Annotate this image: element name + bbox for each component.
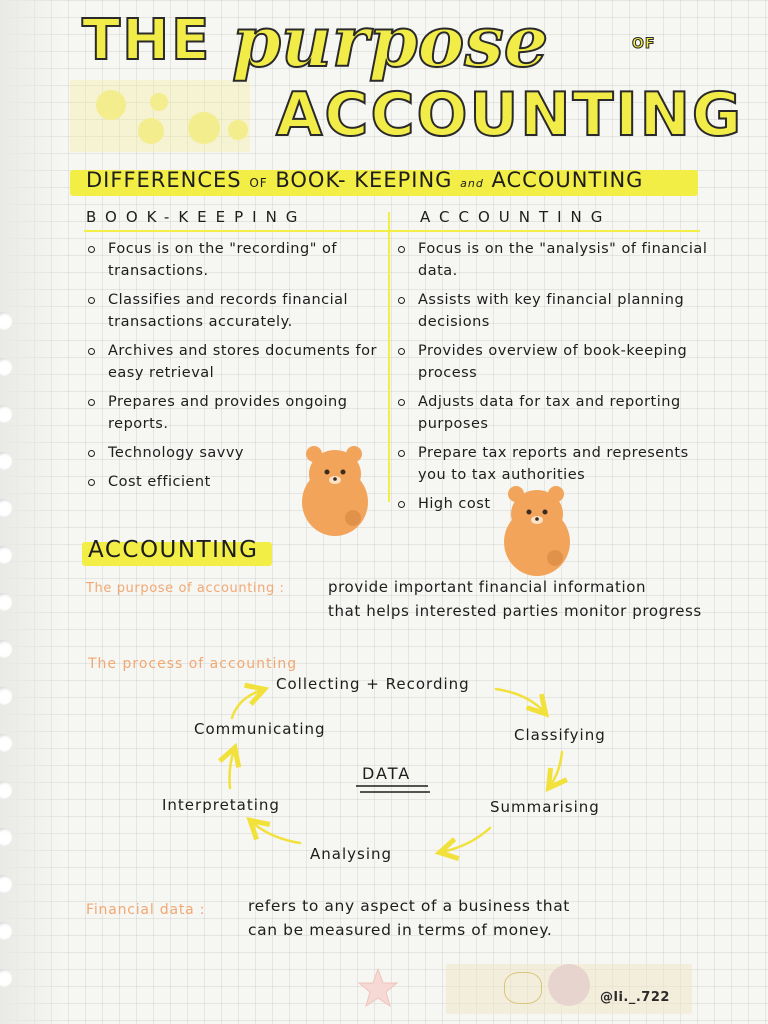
bookkeeping-header: BOOK-KEEPING [86, 208, 307, 226]
list-item: Assists with key financial planning decisions [396, 289, 720, 333]
arrow [442, 828, 490, 852]
flower-sticker-icon [548, 964, 590, 1006]
list-item: Cost efficient [86, 471, 382, 493]
heading-bookkeeping: BOOK- KEEPING [275, 168, 453, 192]
purpose-line-1: provide important financial information [328, 578, 647, 596]
cycle-center: DATA [362, 764, 412, 783]
title-accounting: ACCOUNTING [276, 80, 744, 150]
financial-data-line-2: can be measured in terms of money. [248, 921, 553, 939]
list-item: Focus is on the "recording" of transactions. [86, 238, 382, 282]
list-item: Prepares and provides ongoing reports. [86, 391, 382, 435]
cycle-step: Summarising [490, 798, 600, 816]
list-item: Technology savvy [86, 442, 382, 464]
cycle-step: Analysing [310, 845, 393, 863]
heading-differences: DIFFERENCES [86, 168, 242, 192]
list-item: Provides overview of book-keeping process [396, 340, 720, 384]
list-item: Focus is on the "analysis" of financial data. [396, 238, 720, 282]
accounting-section-heading: ACCOUNTING [88, 537, 259, 563]
accounting-header: ACCOUNTING [420, 208, 612, 226]
list-item: High cost [396, 493, 720, 515]
shell-sticker-icon [504, 972, 542, 1004]
cycle-step: Classifying [514, 726, 606, 744]
cycle-step: Communicating [194, 720, 326, 738]
list-item: Classifies and records financial transactions accurately. [86, 289, 382, 333]
star-sticker-icon [356, 966, 400, 1010]
arrow [496, 689, 544, 712]
author-watermark: @li._.722 [600, 990, 670, 1005]
purpose-label: The purpose of accounting : [86, 581, 285, 596]
title-purpose: purpose [232, 0, 549, 83]
purpose-line-2: that helps interested parties monitor progress [328, 602, 702, 620]
process-label: The process of accounting [88, 656, 298, 672]
title-the: THE [82, 8, 212, 73]
arrow [252, 822, 300, 843]
cycle-step: Collecting + Recording [276, 675, 470, 693]
arrow [550, 752, 562, 786]
heading-accounting: ACCOUNTING [491, 168, 644, 192]
arrow [232, 690, 262, 718]
list-item: Adjusts data for tax and reporting purposes [396, 391, 720, 435]
heading-and: and [460, 177, 484, 190]
financial-data-line-1: refers to any aspect of a business that [248, 897, 570, 915]
arrow [230, 750, 235, 788]
title-of: OF [632, 36, 656, 52]
list-item: Archives and stores documents for easy retrieval [86, 340, 382, 384]
financial-data-label: Financial data : [86, 902, 206, 918]
heading-of: OF [249, 176, 268, 190]
list-item: Prepare tax reports and represents you to tax authorities [396, 442, 720, 486]
cycle-step: Interpretating [162, 796, 280, 814]
